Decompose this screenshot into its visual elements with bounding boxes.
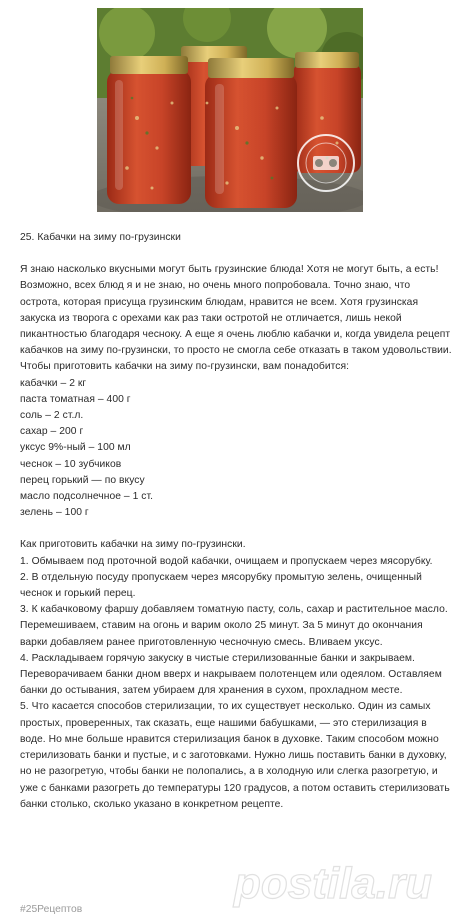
ingredient-item: чеснок – 10 зубчиков (20, 458, 122, 470)
ingredient-item: масло подсолнечное – 1 ст. (20, 491, 154, 503)
ingredient-item: кабачки – 2 кг (20, 377, 87, 389)
steps-intro: Как приготовить кабачки на зиму по-грузински. (20, 539, 246, 551)
step-item: 2. В отдельную посуду пропускаем через мясорубку промытую зелень, очищенный чеснок и горький перец. (20, 571, 425, 600)
recipe-heading: 25. Кабачки на зиму по-грузински (20, 232, 181, 243)
ingredient-item: перец горький — по вкусу (20, 474, 145, 486)
ingredient-item: сахар – 200 г (20, 426, 84, 438)
ingredients-intro: Чтобы приготовить кабачки на зиму по-грузински, вам понадобится: (20, 361, 350, 373)
ingredient-item: соль – 2 ст.л. (20, 410, 84, 422)
recipe-photo-jars (97, 8, 363, 212)
ingredient-item: зелень – 100 г (20, 507, 89, 519)
ingredient-item: уксус 9%-ный – 100 мл (20, 442, 131, 454)
postila-watermark-logo (228, 852, 450, 912)
svg-text:postila.ru: postila.ru (234, 859, 433, 908)
hashtag-link[interactable]: #25Рецептов (20, 904, 83, 915)
step-item: 5. Что касается способов стерилизации, то их существует несколько. Один из самых простых, проверенных, так сказать, еще нашими бабушками, — это стерилизация в воде. Но мне больше нравится стерилизация банок в духовке. Таким способом можно стерилизовать банки и пустые, и с заготовками. Нужно лишь поставить банки в духовку, но не разогретую, чтобы банки не полопались, а в холодную или слегка разогретую, и уже с банками разогреть до температуры 120 градусов, а потом оставить стерилизовать банки столько, сколько указано в конкретном рецепте. (20, 701, 453, 810)
step-item: 1. Обмываем под проточной водой кабачки, очищаем и пропускаем через мясорубку. (20, 555, 433, 567)
step-item: 3. К кабачковому фаршу добавляем томатную пасту, соль, сахар и растительное масло. Перемешиваем, ставим на огонь и варим около 25 минут. За 5 минут до окончания варки добавляем ранее приготовленную чесночную смесь. Вливаем уксус. (20, 604, 451, 648)
jar-front-left (107, 56, 191, 204)
recipe-intro: Я знаю насколько вкусными могут быть грузинские блюда! Хотя не могут быть, а есть! Возможно, всех блюд я и не знаю, но очень много попробовала. Точно знаю, что острота, которая присуща грузинским блюдам, нравится не всем. Хотя грузинская закуска из творога с орехами как раз таки остротой не отличается, лишь некой пикантностью благодаря чесноку. А еще я очень люблю кабачки и, когда увидела рецепт кабачков на зиму по-грузински, то просто не смогла себе отказать в таком удовольствии. (20, 264, 454, 357)
recipe-book-seal-logo (295, 132, 357, 194)
ingredient-item: паста томатная – 400 г (20, 393, 131, 405)
jar-front-middle (205, 58, 297, 208)
recipe-article (20, 230, 452, 813)
step-item: 4. Раскладываем горячую закуску в чистые стерилизованные банки и закрываем. Переворачиваем банки дном вверх и накрываем полотенцем или одеялом. Оставляем банки до остывания, затем убираем для хранения в сухом, прохладном месте. (20, 652, 445, 697)
